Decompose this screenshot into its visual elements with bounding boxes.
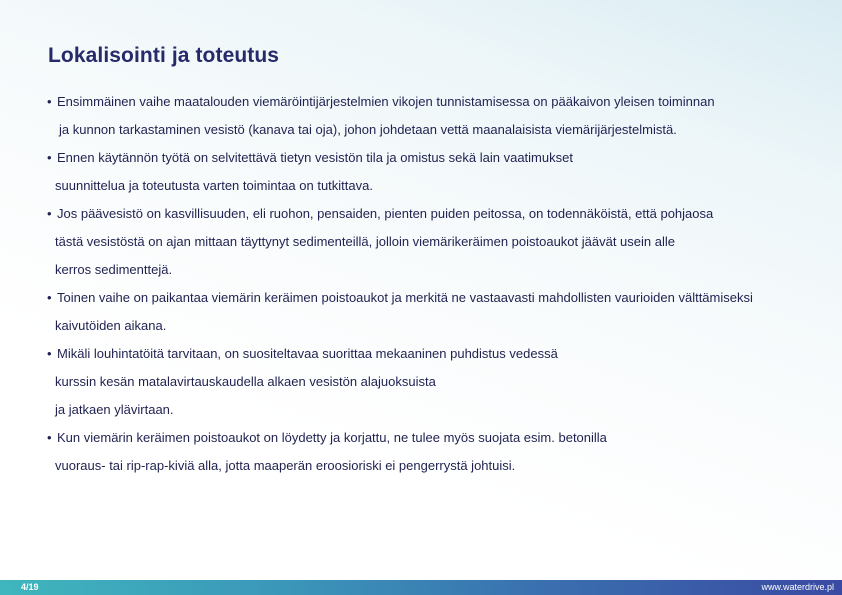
bullet-text: Ennen käytännön työtä on selvitettävä tietyn vesistön tila ja omistus sekä lain vaatimukset <box>57 150 573 165</box>
bullet-icon: • <box>47 150 52 165</box>
bullet-icon: • <box>47 430 52 445</box>
website-link[interactable]: www.waterdrive.pl <box>761 582 834 592</box>
bullet-line <box>47 172 827 200</box>
bullet-text: Jos päävesistö on kasvillisuuden, eli ruohon, pensaiden, pienten puiden peitossa, on todennäköistä, että pohjaosa <box>57 206 714 221</box>
list-item <box>47 144 827 200</box>
bullet-text: Ensimmäinen vaihe maatalouden viemäröintijärjestelmien vikojen tunnistamisessa on pääkaivon yleisen toiminnan <box>57 94 715 109</box>
bullet-text: kaivutöiden aikana. <box>55 318 167 333</box>
bullet-line <box>47 256 827 284</box>
bullet-line <box>47 340 827 368</box>
bullet-text: kurssin kesän matalavirtauskaudella alkaen vesistön alajuoksuista <box>55 374 436 389</box>
footer-bar <box>0 580 842 595</box>
bullet-text: Mikäli louhintatöitä tarvitaan, on suositeltavaa suorittaa mekaaninen puhdistus vedessä <box>57 346 558 361</box>
bullet-icon: • <box>47 94 52 109</box>
bullet-text: vuoraus- tai rip-rap-kiviä alla, jotta maaperän eroosioriski ei pengerrystä johtuisi. <box>55 458 516 473</box>
bullet-icon: • <box>47 290 52 305</box>
page-number: 4/19 <box>21 582 39 592</box>
page-title: Lokalisointi ja toteutus <box>48 44 280 67</box>
list-item <box>47 424 827 480</box>
bullet-icon: • <box>47 206 52 221</box>
bullet-line <box>47 116 827 144</box>
bullet-line <box>47 200 827 228</box>
bullet-text: kerros sedimenttejä. <box>55 262 173 277</box>
bullet-line <box>47 284 827 312</box>
bullet-text: Toinen vaihe on paikantaa viemärin keräimen poistoaukot ja merkitä ne vastaavasti mahdollisten vaurioiden välttämiseksi <box>57 290 753 305</box>
bullet-line <box>47 88 827 116</box>
bullet-text: Kun viemärin keräimen poistoaukot on löydetty ja korjattu, ne tulee myös suojata esim. betonilla <box>57 430 607 445</box>
bullet-line <box>47 452 827 480</box>
bullet-line <box>47 144 827 172</box>
list-item <box>47 340 827 424</box>
bullet-text: ja jatkaen ylävirtaan. <box>55 402 174 417</box>
bullet-icon: • <box>47 346 52 361</box>
bullet-line <box>47 424 827 452</box>
bullet-line <box>47 312 827 340</box>
bullet-text: tästä vesistöstä on ajan mittaan täyttynyt sedimenteillä, jolloin viemärikeräimen poistoaukot jäävät usein alle <box>55 234 675 249</box>
list-item <box>47 284 827 340</box>
list-item <box>47 88 827 144</box>
list-item <box>47 200 827 284</box>
bullet-text: suunnittelua ja toteutusta varten toimintaa on tutkittava. <box>55 178 373 193</box>
bullet-line <box>47 368 827 396</box>
bullet-list <box>47 88 827 480</box>
bullet-line <box>47 228 827 256</box>
bullet-line <box>47 396 827 424</box>
bullet-text: ja kunnon tarkastaminen vesistö (kanava tai oja), johon johdetaan vettä maanalaisista viemärijärjestelmistä. <box>59 122 677 137</box>
